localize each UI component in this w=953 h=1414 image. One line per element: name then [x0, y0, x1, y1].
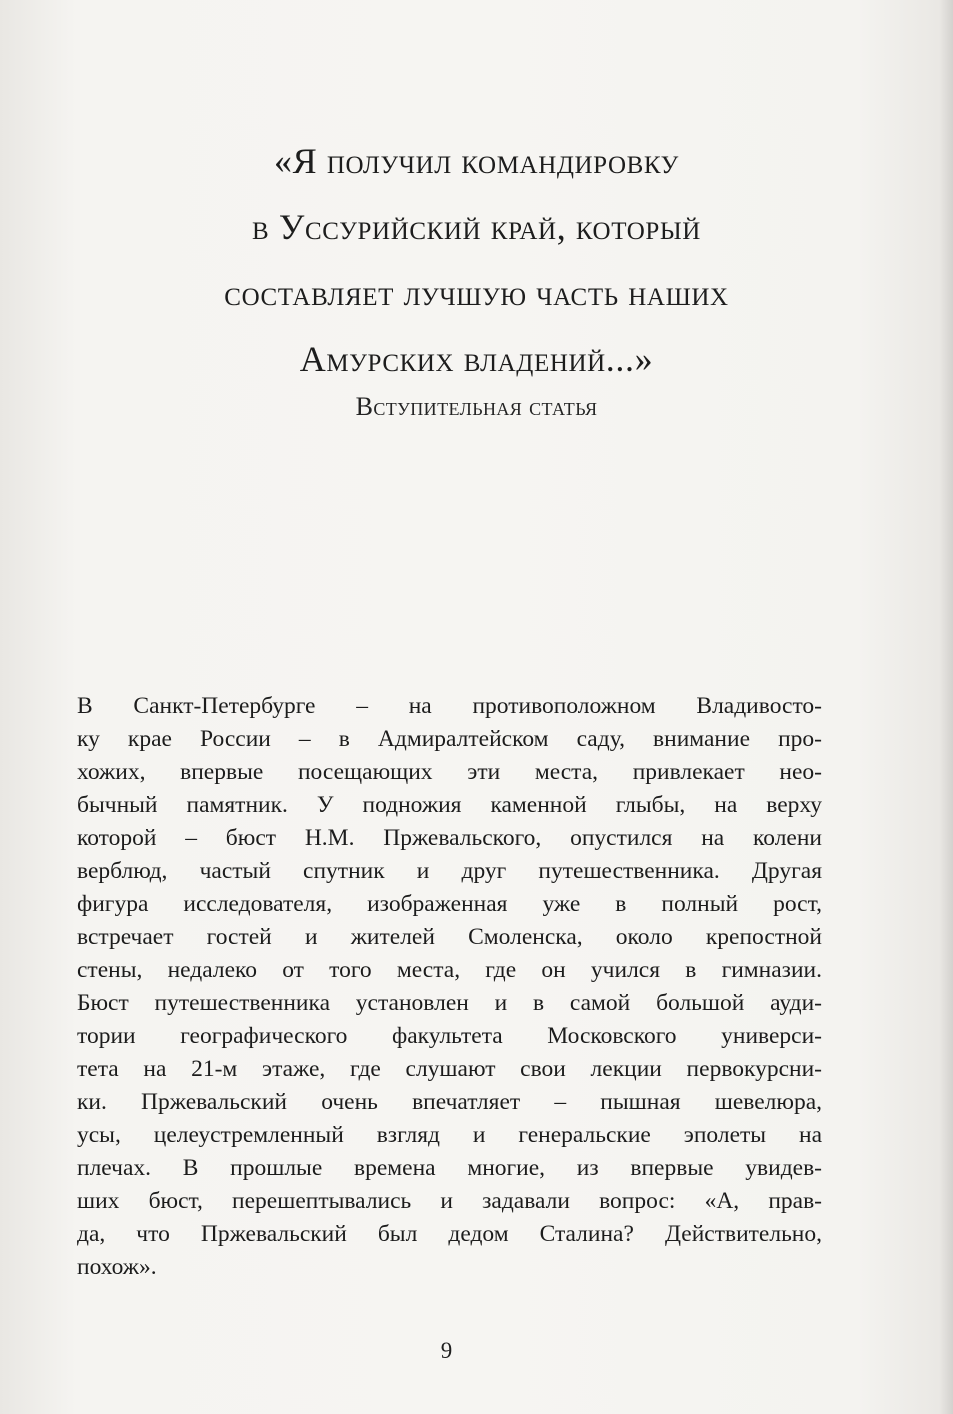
- body-line: плечах. В прошлые времена многие, из впервые увидев-: [77, 1155, 822, 1181]
- body-line: ку крае России – в Адмиралтейском саду, внимание про-: [77, 726, 822, 752]
- body-line: верблюд, частый спутник и друг путешественника. Другая: [77, 858, 822, 884]
- body-line: Бюст путешественника установлен и в самой большой ауди-: [77, 990, 822, 1016]
- body-line: усы, целеустремленный взгляд и генеральские эполеты на: [77, 1122, 822, 1148]
- page-edge-shadow: [939, 0, 953, 1414]
- heading-line-4: Амурских владений...»: [299, 339, 654, 379]
- body-line: бычный памятник. У подножия каменной глыбы, на верху: [77, 792, 822, 818]
- body-line: стены, недалеко от того места, где он учился в гимназии.: [77, 957, 822, 983]
- body-line: хожих, впервые посещающих эти места, привлекает нео-: [77, 759, 822, 785]
- chapter-heading: [60, 128, 893, 392]
- body-line: которой – бюст Н.М. Пржевальского, опустился на колени: [77, 825, 822, 851]
- body-line: фигура исследователя, изображенная уже в полный рост,: [77, 891, 822, 917]
- page-number: 9: [440, 1338, 453, 1363]
- body-paragraph: [77, 690, 822, 1284]
- body-line: тории географического факультета Московского универси-: [77, 1023, 822, 1049]
- body-line: ки. Пржевальский очень впечатляет – пышная шевелюра,: [77, 1089, 822, 1115]
- heading-line-3: составляет лучшую часть наших: [224, 273, 729, 313]
- body-line: да, что Пржевальский был дедом Сталина? Действительно,: [77, 1221, 822, 1247]
- body-line: ших бюст, перешептывались и задавали вопрос: «А, прав-: [77, 1188, 822, 1214]
- body-line: похож».: [77, 1254, 157, 1280]
- body-line: В Санкт-Петербурге – на противоположном Владивосто-: [77, 693, 822, 719]
- body-line: встречает гостей и жителей Смоленска, около крепостной: [77, 924, 822, 950]
- heading-line-2: в Уссурийский край, который: [252, 207, 701, 247]
- heading-line-1: «Я получил командировку: [274, 141, 679, 181]
- chapter-subtitle: Вступительная статья: [355, 392, 598, 421]
- body-line: тета на 21-м этаже, где слушают свои лекции первокурсни-: [77, 1056, 822, 1082]
